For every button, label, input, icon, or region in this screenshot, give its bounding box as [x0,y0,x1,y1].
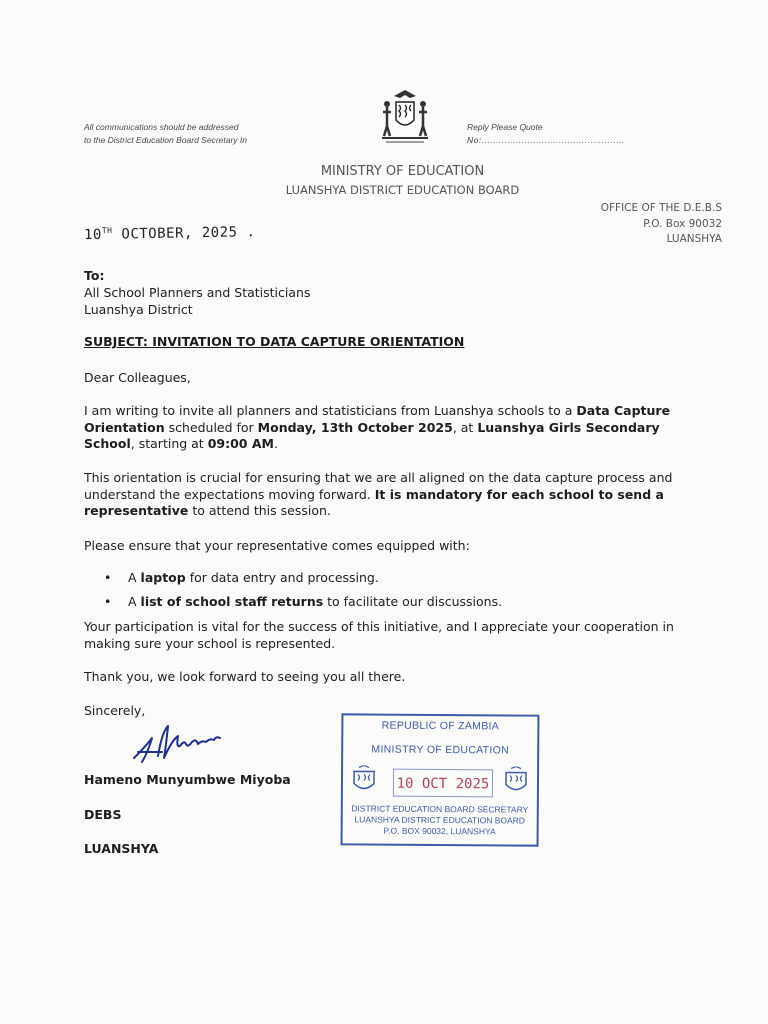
paragraph-invitation [84,403,684,453]
board-heading: LUANSHYA DISTRICT EDUCATION BOARD [285,183,520,197]
event-date: Monday, 13th October 2025 [257,419,453,435]
stamp-line: REPUBLIC OF ZAMBIA [381,719,500,733]
reply-quote-line: Reply Please Quote [467,122,543,132]
stamp-emblem-icon [503,766,529,796]
handwritten-signature [128,718,238,770]
closing: Sincerely, [84,703,146,718]
signatory-title: DEBS [84,807,122,822]
office-line: OFFICE OF THE D.E.B.S [600,202,722,214]
stamp-address [343,803,537,837]
paragraph-appreciation: Your participation is vital for the success of this initiative, and I appreciate your cooperation in making sure your school is represented. [84,619,674,651]
stamp-line: DISTRICT EDUCATION BOARD SECRETARY [351,803,529,815]
text-run: for data entry and processing. [185,570,379,585]
requirements-list [104,570,684,617]
text-run: . [273,436,278,451]
required-item: laptop [140,570,186,585]
text-run: to attend this session. [188,503,331,518]
letterhead-address-note [84,121,314,147]
recipient-line: Luanshya District [84,301,193,317]
signatory-name: Hameno Munyumbwe Miyoba [84,772,291,787]
event-name: Data Capture Orientation [84,403,671,435]
signatory-location: LUANSHYA [84,841,159,856]
required-item: list of school staff returns [140,593,324,609]
address-note-line: All communications should be addressed [84,122,239,132]
official-stamp [341,713,540,846]
event-venue: Luanshya Girls Secondary School [84,419,660,451]
reply-quote-number: No:.................................................. [467,135,625,145]
greeting: Dear Colleagues, [84,370,191,385]
office-line: LUANSHYA [666,233,722,245]
text-run: to facilitate our discussions. [323,593,503,609]
address-note-line: to the District Education Board Secretary In [84,135,247,145]
text-run: , at [452,419,478,435]
list-item [104,570,684,587]
paragraph-importance [84,470,684,520]
event-time: 09:00 AM [207,436,274,451]
paragraph-requirements: Please ensure that your representative comes equipped with: [84,538,470,553]
office-address [601,201,722,248]
zambia-coat-of-arms-icon [374,86,436,148]
text-run: This orientation is crucial for ensuring that we are all aligned on the data capture process and understand the expectations moving forward. [84,470,673,502]
subject-line: SUBJECT: INVITATION TO DATA CAPTURE ORIENTATION [84,334,465,349]
recipient-label: To: [84,268,105,283]
text-run: A [128,593,141,609]
text-run: , starting at [130,436,208,451]
mandatory-notice: It is mandatory for each school to send a representative [84,486,664,518]
date-day: 10 [83,226,103,244]
stamp-emblem-icon [351,765,377,795]
paragraph-thanks: Thank you, we look forward to seeing you all there. [84,669,406,684]
ministry-heading: MINISTRY OF EDUCATION [320,164,485,179]
reply-quote-note [467,121,667,147]
stamp-line: P.O. BOX 90032, LUANSHYA [383,825,496,837]
text-run: I am writing to invite all planners and statisticians from Luanshya schools to a [84,403,577,418]
recipient-line: All School Planners and Statisticians [84,285,311,300]
list-item [104,594,684,611]
text-run: A [128,570,141,585]
date-rest: OCTOBER, 2025 . [121,224,256,243]
stamp-line: LUANSHYA DISTRICT EDUCATION BOARD [354,814,526,826]
text-run: scheduled for [164,419,258,435]
date-suffix: TH [101,225,113,236]
stamp-date: 10 OCT 2025 [393,769,493,798]
handwritten-date [84,224,256,244]
office-line: P.O. Box 90032 [643,217,722,230]
stamp-line: MINISTRY OF EDUCATION [371,743,510,757]
recipient-block [84,285,310,318]
